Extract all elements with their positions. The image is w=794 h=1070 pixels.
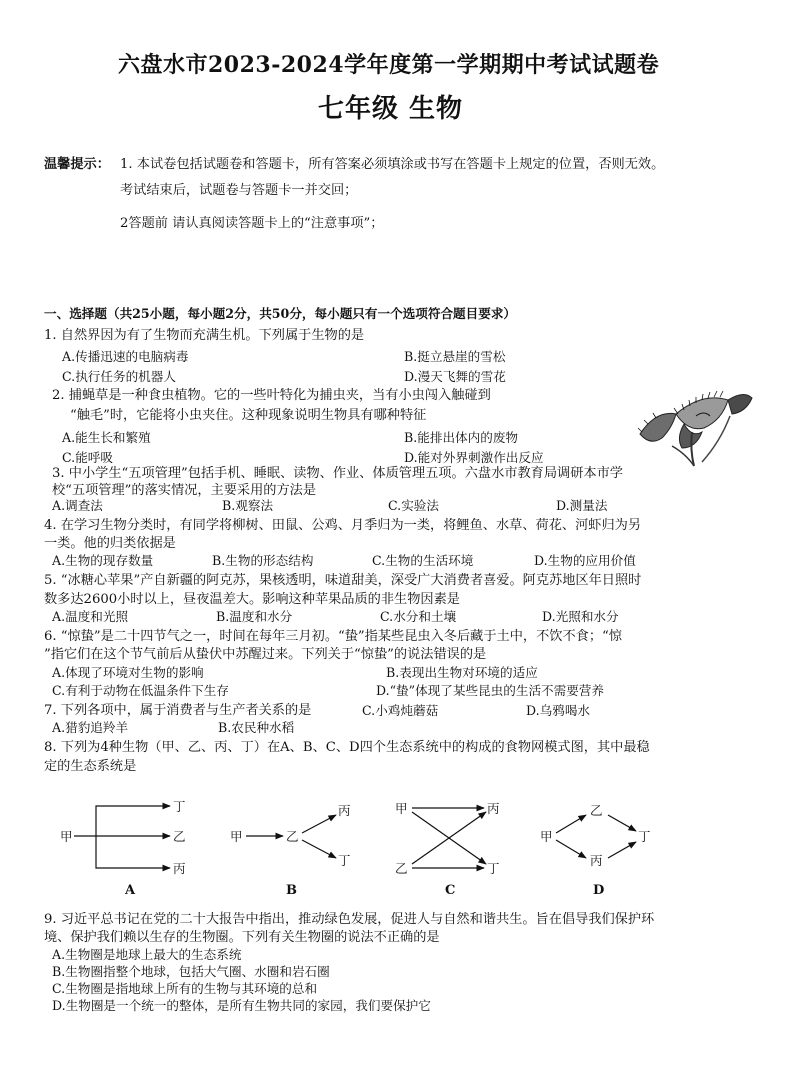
q3-option-c: C.实验法 <box>388 498 439 513</box>
q6-option-d: D.“蛰”体现了某些昆虫的生活不需要营养 <box>376 683 605 698</box>
notice-label: 温馨提示： <box>44 157 110 172</box>
q9-option-b: B.生物圈指整个地球，包括大气圈、水圈和岩石圈 <box>52 964 330 979</box>
q6-stem-1: 6. “惊蛰”是二十四节气之一，时间在每年三月初。“蛰”指某些昆虫入冬后藏于土中，不饮不食；“惊 <box>44 629 622 644</box>
q5-option-a: A.温度和光照 <box>52 609 129 624</box>
q3-stem-1: 3. 中小学生“五项管理”包括手机、睡眠、读物、作业、体质管理五项。六盘水市教育局调研本市学 <box>52 466 623 481</box>
c-node-ding: 丁 <box>487 861 500 876</box>
q1-option-c: C.执行任务的机器人 <box>62 369 176 384</box>
q8-stem-1: 8. 下列为4种生物（甲、乙、丙、丁）在A、B、C、D四个生态系统中的构成的食物网模式图，其中最稳 <box>44 740 650 755</box>
d-node-jia: 甲 <box>540 829 553 844</box>
exam-title: 六盘水市2023-2024学年度第一学期期中考试试题卷 <box>118 52 660 78</box>
d-node-yi: 乙 <box>590 803 603 818</box>
exam-subtitle: 七年级 生物 <box>318 94 464 124</box>
diagram-label-b: B <box>286 883 297 898</box>
q4-stem-2: 一类。他的归类依据是 <box>44 536 176 551</box>
diagram-label-c: C <box>445 883 456 898</box>
b-node-ding: 丁 <box>338 853 351 868</box>
diagram-label-d: D <box>593 883 605 898</box>
q7-stem: 7. 下列各项中，属于消费者与生产者关系的是 <box>44 703 312 718</box>
b-node-bing: 丙 <box>338 803 351 818</box>
q3-option-d: D.测量法 <box>556 498 608 513</box>
c-node-yi: 乙 <box>395 861 408 876</box>
q9-stem-2: 境、保护我们赖以生存的生物圈。下列有关生物圈的说法不正确的是 <box>44 930 440 945</box>
q3-option-a: A.调查法 <box>52 498 103 513</box>
a-node-bing: 丙 <box>173 861 186 876</box>
q1-option-a: A.传播迅速的电脑病毒 <box>62 349 189 364</box>
food-web-diagram <box>40 788 680 904</box>
q4-option-d: D.生物的应用价值 <box>534 553 636 568</box>
q6-option-a: A.体现了环境对生物的影响 <box>52 665 204 680</box>
q2-option-c: C.能呼吸 <box>62 450 113 465</box>
q6-option-b: B.表现出生物对环境的适应 <box>386 665 538 680</box>
q5-stem-2: 数多达2600小时以上，昼夜温差大。影响这种苹果品质的非生物因素是 <box>44 592 460 607</box>
q4-option-a: A.生物的现存数量 <box>52 553 154 568</box>
q7-option-c: C.小鸡炖蘑菇 <box>362 703 439 718</box>
q9-option-a: A.生物圈是地球上最大的生态系统 <box>52 947 242 962</box>
q2-option-a: A.能生长和繁殖 <box>62 430 151 445</box>
q5-option-c: C.水分和土壤 <box>380 609 457 624</box>
a-node-jia: 甲 <box>60 829 73 844</box>
q9-option-d: D.生物圈是一个统一的整体，是所有生物共同的家园，我们要保护它 <box>52 998 431 1013</box>
q4-option-c: C.生物的生活环境 <box>372 553 474 568</box>
q7-option-a: A.猎豹追羚羊 <box>52 720 129 735</box>
venus-flytrap-image <box>632 376 756 468</box>
a-node-yi: 乙 <box>173 829 186 844</box>
q1-option-d: D.漫天飞舞的雪花 <box>404 369 506 384</box>
a-node-ding: 丁 <box>173 799 186 814</box>
c-node-jia: 甲 <box>395 801 408 816</box>
q5-stem-1: 5. “冰糖心苹果”产自新疆的阿克苏，果核透明，味道甜美，深受广大消费者喜爱。阿克苏地区年日照时 <box>44 573 642 588</box>
q6-stem-2: ”指它们在这个节气前后从蛰伏中苏醒过来。下列关于“惊蛰”的说法错误的是 <box>44 647 487 662</box>
b-node-jia: 甲 <box>230 829 243 844</box>
notice-line-3: 2答题前 请认真阅读答题卡上的“注意事项”； <box>120 216 384 231</box>
section-heading: 一、选择题（共25小题，每小题2分，共50分，每小题只有一个选项符合题目要求） <box>44 306 517 321</box>
q2-stem-2: “触毛”时，它能将小虫夹住。这种现象说明生物具有哪种特征 <box>70 408 427 423</box>
q7-option-d: D.乌鸦喝水 <box>526 703 591 718</box>
q1-option-b: B.挺立悬崖的雪松 <box>404 349 506 364</box>
c-node-bing: 丙 <box>487 801 500 816</box>
q9-stem-1: 9. 习近平总书记在党的二十大报告中指出，推动绿色发展，促进人与自然和谐共生。旨在倡导我们保护环 <box>44 912 655 927</box>
b-node-yi: 乙 <box>286 829 299 844</box>
q4-stem-1: 4. 在学习生物分类时，有同学将柳树、田鼠、公鸡、月季归为一类，将鲤鱼、水草、荷花、河虾归为另 <box>44 518 642 533</box>
q5-option-d: D.光照和水分 <box>542 609 619 624</box>
q2-option-b: B.能排出体内的废物 <box>404 430 519 445</box>
notice-line-2: 考试结束后，试题卷与答题卡一并交回； <box>120 183 358 198</box>
d-node-bing: 丙 <box>590 853 603 868</box>
q1-stem: 1. 自然界因为有了生物而充满生机。下列属于生物的是 <box>44 328 365 343</box>
diagram-label-a: A <box>125 883 136 898</box>
q8-stem-2: 定的生态系统是 <box>44 759 137 774</box>
q3-stem-2: 校“五项管理”的落实情况，主要采用的方法是 <box>52 483 317 498</box>
q9-option-c: C.生物圈是指地球上所有的生物与其环境的总和 <box>52 981 318 996</box>
notice-line-1: 1. 本试卷包括试题卷和答题卡，所有答案必须填涂或书写在答题卡上规定的位置，否则无效。 <box>120 157 665 172</box>
q2-stem-1: 2. 捕蝇草是一种食虫植物。它的一些叶特化为捕虫夹，当有小虫闯入触碰到 <box>52 388 491 403</box>
d-node-ding: 丁 <box>638 829 651 844</box>
q6-option-c: C.有利于动物在低温条件下生存 <box>52 683 229 698</box>
q4-option-b: B.生物的形态结构 <box>212 553 314 568</box>
q3-option-b: B.观察法 <box>222 498 274 513</box>
q2-option-d: D.能对外界刺激作出反应 <box>404 450 544 465</box>
q5-option-b: B.温度和水分 <box>216 609 293 624</box>
q7-option-b: B.农民种水稻 <box>218 720 295 735</box>
